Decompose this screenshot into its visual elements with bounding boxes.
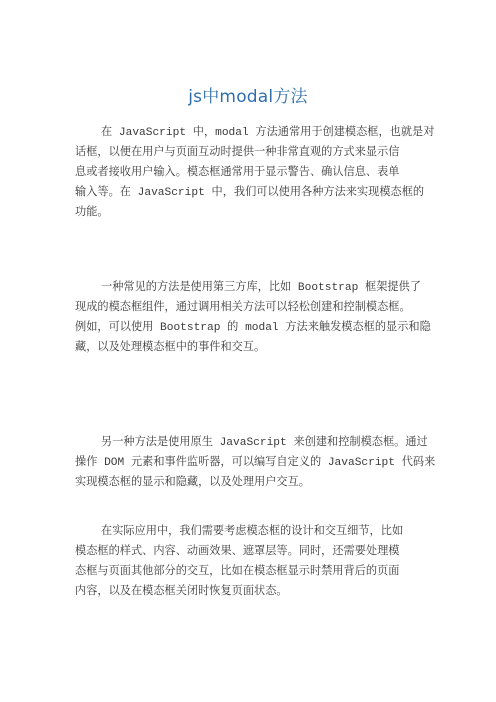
paragraph-line: 态框与页面其他部分的交互，比如在模态框显示时禁用背后的页面 [75,566,400,578]
paragraph-line: 实现模态框的显示和隐藏，以及处理用户交互。 [75,477,310,489]
paragraph-line: 现成的模态框组件，通过调用相关方法可以轻松创建和控制模态框。 [75,302,411,314]
paragraph-line: 内容，以及在模态框关闭时恢复页面状态。 [75,586,288,598]
paragraph-line: 在实际应用中，我们需要考虑模态框的设计和交互细节，比如 [101,526,404,538]
paragraph-1 [75,123,435,223]
paragraph-4 [75,522,435,602]
paragraph-line: 一种常见的方法是使用第三方库，比如 Bootstrap 框架提供了 [101,282,421,294]
document-title: js中modal方法 [188,87,308,107]
paragraph-line: 操作 DOM 元素和事件监听器，可以编写自定义的 JavaScript 代码来 [75,457,436,469]
paragraph-line: 功能。 [75,207,109,219]
paragraph-line: 在 JavaScript 中，modal 方法通常用于创建模态框，也就是对 [101,127,435,139]
paragraph-line: 模态框的样式、内容、动画效果、遮罩层等。同时，还需要处理模 [75,546,400,558]
paragraph-line: 输入等。在 JavaScript 中，我们可以使用各种方法来实现模态框的 [75,187,425,199]
paragraph-line: 例如，可以使用 Bootstrap 的 modal 方法来触发模态框的显示和隐 [75,322,431,334]
paragraph-line: 话框，以便在用户与页面互动时提供一种非常直观的方式来显示信 [75,147,400,159]
paragraph-line: 藏，以及处理模态框中的事件和交互。 [75,342,266,354]
paragraph-line: 息或者接收用户输入。模态框通常用于显示警告、确认信息、表单 [75,167,400,179]
paragraph-2 [75,278,435,358]
paragraph-line: 另一种方法是使用原生 JavaScript 来创建和控制模态框。通过 [101,437,428,449]
paragraph-3 [75,433,435,493]
